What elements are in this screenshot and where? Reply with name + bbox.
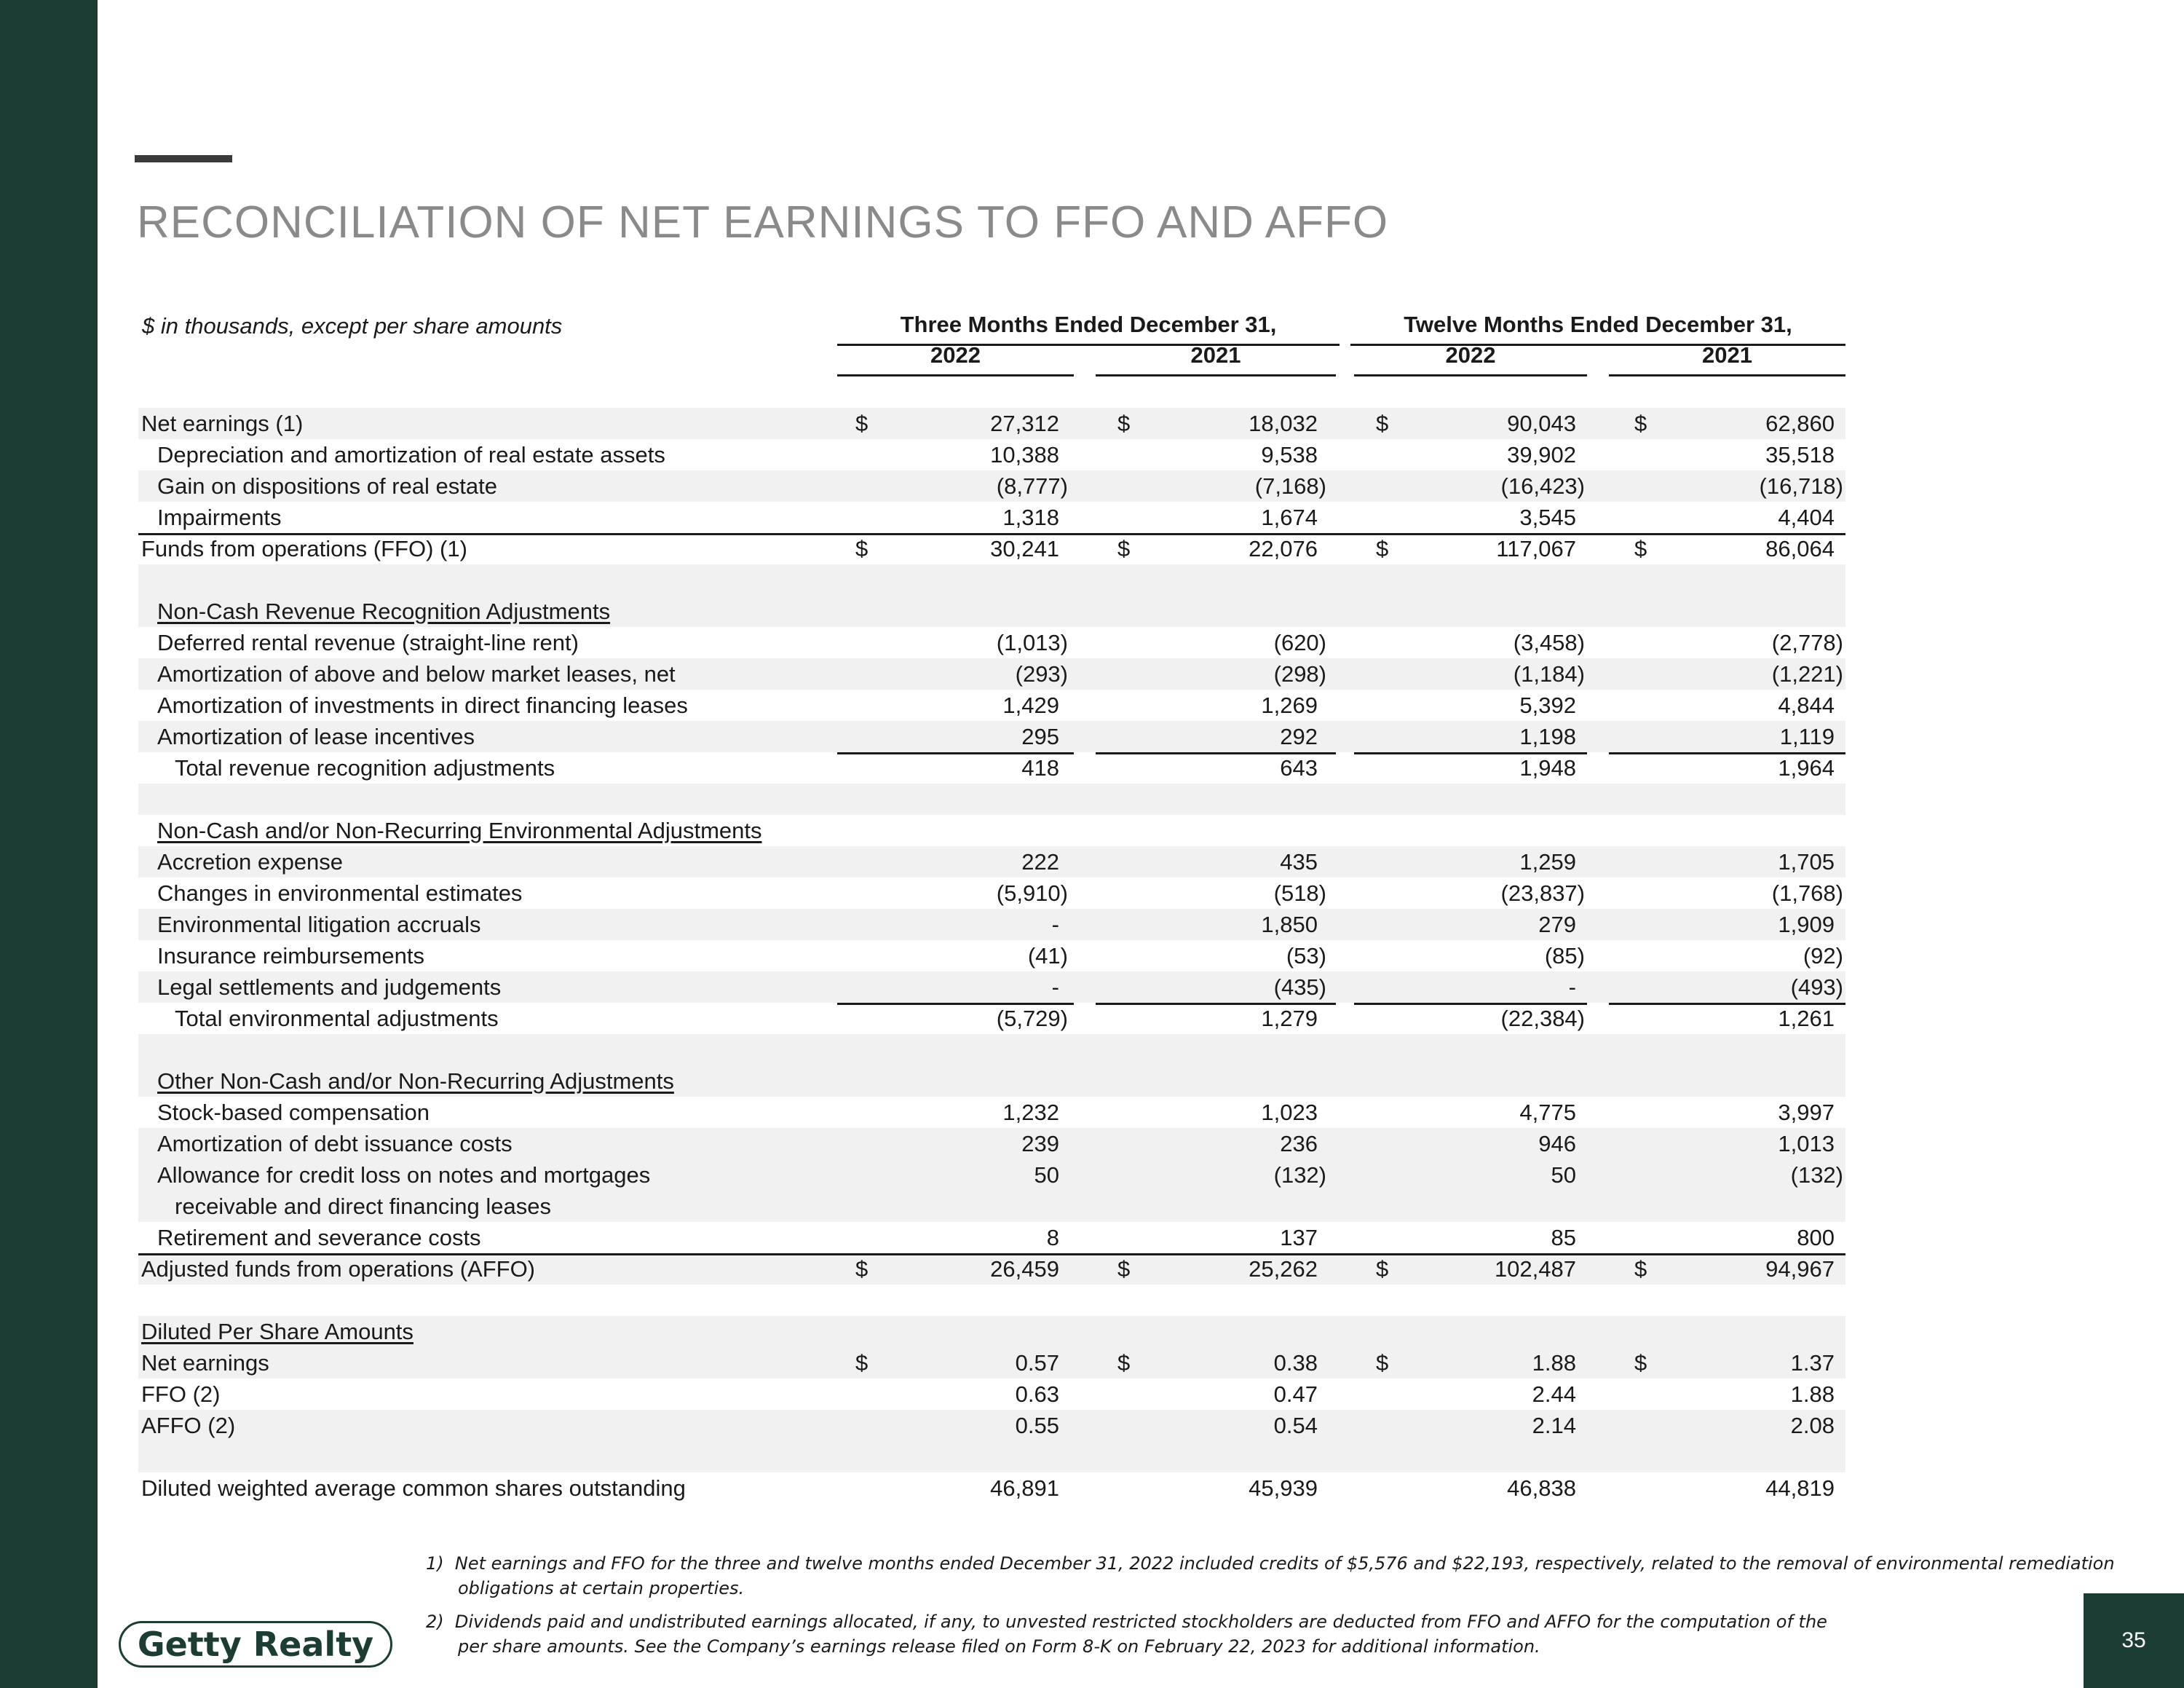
currency-symbol: $: [1376, 1350, 1389, 1376]
row-label-text: Amortization of debt issuance costs: [157, 1131, 513, 1156]
table-cell: (3,458): [1513, 630, 1585, 655]
row-label-text: Depreciation and amortization of real estate assets: [157, 442, 665, 468]
table-cell: (1,768): [1771, 880, 1843, 906]
currency-symbol: $: [855, 411, 869, 436]
table-cell: 35,518: [1765, 442, 1835, 468]
table-cell: 292: [1280, 724, 1318, 749]
row-label: [157, 971, 501, 1003]
table-cell: 0.63: [1015, 1381, 1059, 1407]
table-cell: 0.38: [1273, 1350, 1318, 1376]
table-row: [138, 1097, 1845, 1128]
table-cell: (85): [1544, 943, 1585, 969]
row-label: [157, 1128, 513, 1159]
row-label: [157, 846, 343, 877]
table-cell: 239: [1021, 1131, 1059, 1156]
row-label-text: Amortization of above and below market leases, net: [157, 661, 676, 687]
table-row: [138, 627, 1845, 658]
table-cell: (41): [1027, 943, 1068, 969]
row-label: [157, 721, 475, 752]
table-cell: (16,423): [1500, 473, 1585, 499]
table-cell: (493): [1790, 974, 1843, 1000]
table-cell: 46,891: [990, 1475, 1059, 1501]
row-label: [175, 752, 555, 784]
table-cell: (293): [1015, 661, 1068, 687]
table-cell: 10,388: [990, 442, 1059, 468]
currency-symbol: $: [1376, 536, 1389, 561]
row-label-text: Other Non-Cash and/or Non-Recurring Adjustments: [157, 1068, 674, 1094]
table-row: [138, 1128, 1845, 1159]
footnote-1-line2: obligations at certain properties.: [458, 1578, 745, 1598]
table-cell: 4,844: [1778, 693, 1835, 718]
table-cell: (435): [1273, 974, 1326, 1000]
logo-text: Getty Realty: [137, 1625, 374, 1664]
table-cell: 4,775: [1519, 1100, 1576, 1125]
row-label: [157, 909, 481, 940]
table-row: [138, 502, 1845, 533]
row-label: [141, 1253, 535, 1285]
footnote-2-marker: 2): [426, 1612, 444, 1632]
currency-symbol: $: [1634, 536, 1647, 561]
table-cell: 46,838: [1507, 1475, 1576, 1501]
table-cell: 1,023: [1261, 1100, 1318, 1125]
row-label-text: Net earnings (1): [141, 411, 304, 436]
currency-symbol: $: [1117, 1256, 1131, 1282]
table-row: [138, 1065, 1845, 1097]
table-cell: 1,261: [1778, 1006, 1835, 1031]
currency-symbol: $: [1634, 411, 1647, 436]
row-label: [157, 627, 579, 658]
subtotal-rule: [1354, 1003, 1587, 1005]
row-label-text: Non-Cash and/or Non-Recurring Environmental Adjustments: [157, 818, 762, 843]
table-row: [138, 846, 1845, 877]
table-cell: 25,262: [1249, 1256, 1318, 1282]
row-label-text: Stock-based compensation: [157, 1100, 430, 1125]
currency-symbol: $: [1117, 1350, 1131, 1376]
table-cell: 0.54: [1273, 1413, 1318, 1438]
row-label-text: Total environmental adjustments: [175, 1006, 499, 1031]
table-cell: 5,392: [1519, 693, 1576, 718]
currency-symbol: $: [855, 536, 869, 561]
table-cell: 3,545: [1519, 505, 1576, 530]
table-cell: 30,241: [990, 536, 1059, 561]
table-cell: 90,043: [1507, 411, 1576, 436]
currency-symbol: $: [1376, 1256, 1389, 1282]
table-cell: 45,939: [1249, 1475, 1318, 1501]
table-cell: 137: [1280, 1225, 1318, 1250]
table-row: [138, 1222, 1845, 1253]
table-cell: (5,910): [996, 880, 1068, 906]
table-cell: 50: [1551, 1162, 1576, 1188]
subtotal-rule: [1096, 752, 1336, 754]
table-cell: 1.37: [1790, 1350, 1835, 1376]
table-cell: 643: [1280, 755, 1318, 781]
row-label: [157, 1159, 650, 1222]
row-label: [141, 1410, 235, 1441]
table-cell: 1,119: [1779, 724, 1835, 749]
row-label-text: Environmental litigation accruals: [157, 912, 481, 937]
table-cell: 3,997: [1778, 1100, 1835, 1125]
table-row: [138, 533, 1845, 564]
table-cell: 946: [1538, 1131, 1576, 1156]
row-label-text: Funds from operations (FFO) (1): [141, 536, 467, 561]
table-row: [138, 690, 1845, 721]
row-label: [157, 1222, 481, 1253]
table-cell: (23,837): [1500, 880, 1585, 906]
getty-realty-logo: [119, 1621, 392, 1668]
section-heading: [157, 596, 610, 627]
table-cell: 2.14: [1532, 1413, 1576, 1438]
row-label-text: Adjusted funds from operations (AFFO): [141, 1256, 536, 1282]
footnote-1: [426, 1553, 2115, 1598]
table-cell: (518): [1273, 880, 1326, 906]
row-label-text: Diluted Per Share Amounts: [141, 1319, 414, 1344]
table-cell: (132): [1273, 1162, 1326, 1188]
table-cell: 0.57: [1015, 1350, 1059, 1376]
row-label-text: Legal settlements and judgements: [157, 974, 502, 1000]
row-label: [157, 502, 282, 533]
subtotal-rule: [1609, 1003, 1845, 1005]
table-cell: 26,459: [990, 1256, 1059, 1282]
row-label: [141, 408, 303, 439]
table-row: [138, 1253, 1845, 1285]
table-cell: (92): [1803, 943, 1843, 969]
row-label-text: Amortization of investments in direct financing leases: [157, 693, 688, 718]
subtotal-rule: [1609, 752, 1845, 754]
table-row: [138, 815, 1845, 846]
row-label: [141, 1472, 686, 1504]
table-cell: -: [1568, 974, 1576, 1000]
row-label-text: Retirement and severance costs: [157, 1225, 481, 1250]
table-row: [138, 439, 1845, 470]
table-row: [138, 1159, 1845, 1222]
table-cell: 1,318: [1002, 505, 1059, 530]
currency-symbol: $: [855, 1256, 869, 1282]
page-number: 35: [2084, 1593, 2184, 1688]
section-heading: [157, 1065, 674, 1097]
title-accent-bar: [135, 155, 232, 162]
table-cell: 102,487: [1494, 1256, 1576, 1282]
table-row: [138, 1441, 1845, 1472]
footnote-1-marker: 1): [426, 1553, 444, 1574]
table-row: [138, 1285, 1845, 1316]
table-cell: 117,067: [1496, 536, 1576, 561]
row-label-text: AFFO (2): [141, 1413, 236, 1438]
table-row: [138, 971, 1845, 1003]
table-cell: 9,538: [1261, 442, 1318, 468]
row-label: [157, 1097, 430, 1128]
table-row: [138, 721, 1845, 752]
row-label: [141, 1347, 269, 1379]
table-row: [138, 596, 1845, 627]
table-row: [138, 940, 1845, 971]
row-label-text: Insurance reimbursements: [157, 943, 424, 969]
row-label: [157, 877, 522, 909]
table-row: [138, 909, 1845, 940]
reconciliation-table: [138, 408, 1845, 1504]
table-cell: 1,013: [1778, 1131, 1835, 1156]
table-cell: (1,184): [1513, 661, 1585, 687]
row-label: [175, 1003, 499, 1034]
row-label: [141, 533, 467, 564]
table-cell: (2,778): [1771, 630, 1843, 655]
table-cell: (7,168): [1254, 473, 1326, 499]
section-heading: [141, 1316, 414, 1347]
table-cell: 1,909: [1778, 912, 1835, 937]
footnote-2-line1: Dividends paid and undistributed earnings allocated, if any, to unvested restricted stockholders are deducted from FFO and AFFO for the computation of the: [454, 1612, 1827, 1632]
table-cell: 1,259: [1519, 849, 1576, 875]
table-row: [138, 564, 1845, 596]
header-year-y-2021: 2021: [1609, 342, 1845, 376]
table-row: [138, 1347, 1845, 1379]
table-row: [138, 784, 1845, 815]
table-cell: 39,902: [1507, 442, 1576, 468]
table-row: [138, 1472, 1845, 1504]
header-twelve-months: Twelve Months Ended December 31,: [1350, 312, 1845, 346]
table-cell: (16,718): [1759, 473, 1843, 499]
row-label-text: FFO (2): [141, 1381, 221, 1407]
table-row: [138, 470, 1845, 502]
table-cell: 222: [1021, 849, 1059, 875]
row-label: [157, 940, 424, 971]
row-label-text: Gain on dispositions of real estate: [157, 473, 497, 499]
row-label-text: Changes in environmental estimates: [157, 880, 523, 906]
table-row: [138, 752, 1845, 784]
row-label: [157, 658, 676, 690]
table-row: [138, 1410, 1845, 1441]
table-cell: 4,404: [1778, 505, 1835, 530]
table-cell: 44,819: [1765, 1475, 1835, 1501]
table-cell: (1,013): [996, 630, 1068, 655]
table-row: [138, 1316, 1845, 1347]
row-label-text: Diluted weighted average common shares outstanding: [141, 1475, 686, 1501]
table-row: [138, 877, 1845, 909]
table-cell: 1,674: [1261, 505, 1318, 530]
table-cell: 1,279: [1261, 1006, 1318, 1031]
row-label: [157, 690, 688, 721]
subtotal-rule: [837, 1003, 1074, 1005]
row-label-text: Total revenue recognition adjustments: [175, 755, 555, 781]
header-year-q-2021: 2021: [1096, 342, 1336, 376]
row-label: [157, 470, 497, 502]
table-cell: 1,198: [1519, 724, 1576, 749]
table-cell: (53): [1286, 943, 1326, 969]
table-cell: 0.55: [1015, 1413, 1059, 1438]
table-row: [138, 408, 1845, 439]
table-cell: 22,076: [1249, 536, 1318, 561]
table-cell: (298): [1273, 661, 1326, 687]
left-brand-bar: [0, 0, 98, 1688]
table-cell: 1,948: [1519, 755, 1576, 781]
table-cell: 1,850: [1261, 912, 1318, 937]
table-cell: (1,221): [1771, 661, 1843, 687]
table-cell: 18,032: [1249, 411, 1318, 436]
row-label-text: Net earnings: [141, 1350, 269, 1376]
table-cell: 2.44: [1532, 1381, 1576, 1407]
table-row: [138, 658, 1845, 690]
row-label: [157, 439, 665, 470]
table-cell: 1,429: [1002, 693, 1059, 718]
footnote-1-line1: Net earnings and FFO for the three and twelve months ended December 31, 2022 included credits of $5,576 and $22,193, respectively, related to the removal of environmental remediation: [454, 1553, 2115, 1574]
table-cell: 1,232: [1002, 1100, 1059, 1125]
row-label-text: Amortization of lease incentives: [157, 724, 475, 749]
section-heading: [157, 815, 762, 846]
table-cell: (132): [1790, 1162, 1843, 1188]
table-cell: 86,064: [1765, 536, 1835, 561]
table-cell: 1,964: [1778, 755, 1835, 781]
header-year-q-2022: 2022: [837, 342, 1074, 376]
table-cell: 27,312: [990, 411, 1059, 436]
table-cell: 435: [1280, 849, 1318, 875]
table-cell: 1.88: [1790, 1381, 1835, 1407]
footnote-2: [426, 1612, 1827, 1657]
table-cell: 0.47: [1273, 1381, 1318, 1407]
table-cell: 94,967: [1765, 1256, 1835, 1282]
units-note: $ in thousands, except per share amounts: [142, 313, 563, 339]
row-label-text: Impairments: [157, 505, 282, 530]
page-title: RECONCILIATION OF NET EARNINGS TO FFO AND AFFO: [137, 197, 1389, 248]
row-label: [141, 1379, 221, 1410]
currency-symbol: $: [1376, 411, 1389, 436]
table-cell: 8: [1046, 1225, 1059, 1250]
table-cell: 800: [1797, 1225, 1835, 1250]
table-cell: (22,384): [1500, 1006, 1585, 1031]
table-row: [138, 1034, 1845, 1065]
row-label-continuation: receivable and direct financing leases: [175, 1194, 551, 1219]
table-cell: 1,269: [1261, 693, 1318, 718]
currency-symbol: $: [855, 1350, 869, 1376]
table-cell: 1.88: [1532, 1350, 1576, 1376]
row-label-text: Non-Cash Revenue Recognition Adjustments: [157, 599, 611, 624]
table-cell: 236: [1280, 1131, 1318, 1156]
subtotal-rule: [1096, 1003, 1336, 1005]
table-cell: -: [1051, 974, 1059, 1000]
table-cell: 62,860: [1765, 411, 1835, 436]
row-label-text: Allowance for credit loss on notes and mortgages: [157, 1162, 651, 1188]
row-label-text: Deferred rental revenue (straight-line rent): [157, 630, 579, 655]
table-cell: -: [1051, 912, 1059, 937]
table-cell: 295: [1021, 724, 1059, 749]
table-cell: 418: [1021, 755, 1059, 781]
table-cell: 50: [1034, 1162, 1059, 1188]
table-row: [138, 1003, 1845, 1034]
currency-symbol: $: [1117, 536, 1131, 561]
table-row: [138, 1379, 1845, 1410]
row-label-text: Accretion expense: [157, 849, 344, 875]
header-three-months: Three Months Ended December 31,: [837, 312, 1340, 346]
table-cell: 85: [1551, 1225, 1576, 1250]
subtotal-rule: [837, 752, 1074, 754]
table-cell: (8,777): [996, 473, 1068, 499]
table-cell: (5,729): [996, 1006, 1068, 1031]
subtotal-rule: [1354, 752, 1587, 754]
currency-symbol: $: [1117, 411, 1131, 436]
header-year-y-2022: 2022: [1354, 342, 1587, 376]
table-cell: 1,705: [1778, 849, 1835, 875]
footnote-2-line2: per share amounts. See the Company’s earnings release filed on Form 8-K on February 22, 2023 for additional information.: [458, 1636, 1540, 1657]
table-cell: 2.08: [1790, 1413, 1835, 1438]
currency-symbol: $: [1634, 1256, 1647, 1282]
table-cell: 279: [1538, 912, 1576, 937]
table-cell: (620): [1273, 630, 1326, 655]
currency-symbol: $: [1634, 1350, 1647, 1376]
